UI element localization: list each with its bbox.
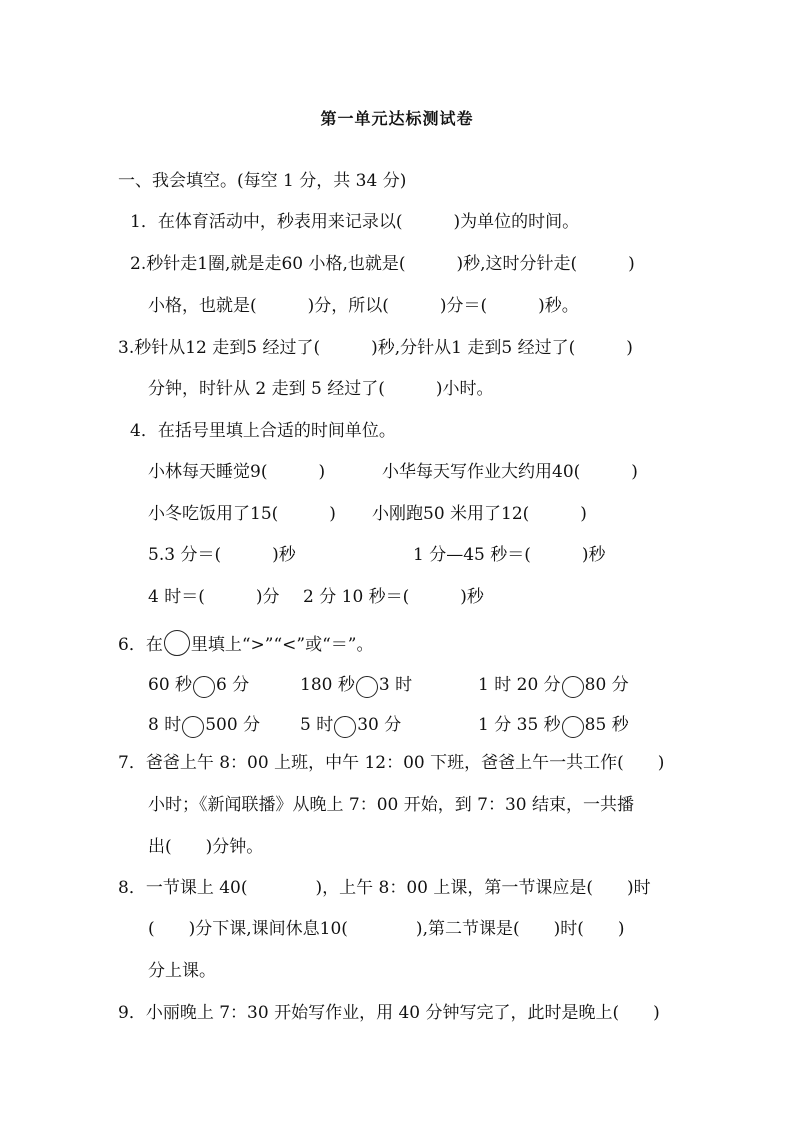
blank-circle[interactable] <box>356 676 378 698</box>
compare-right: 6 分 <box>216 675 250 695</box>
blank-circle[interactable] <box>334 716 356 738</box>
question-4-item: 2 分 10 秒＝( )秒 <box>303 587 484 607</box>
question-3-line-2: 分钟，时针从 2 走到 5 经过了( )小时。 <box>148 379 494 399</box>
compare-right: 500 分 <box>205 715 261 735</box>
question-4-stem: 4．在括号里填上合适的时间单位。 <box>130 421 396 441</box>
compare-item <box>148 714 260 738</box>
question-2-line-1: 2.秒针走1圈,就是走60 小格,也就是( )秒,这时分针走( ) <box>130 254 635 274</box>
question-7-line-3: 出( )分钟。 <box>148 837 264 857</box>
blank-circle[interactable] <box>562 716 584 738</box>
compare-left: 5 时 <box>300 715 334 735</box>
page-title: 第一单元达标测试卷 <box>320 109 474 128</box>
question-4-item: 小华每天写作业大约用40( ) <box>382 462 638 482</box>
compare-item <box>478 674 629 698</box>
question-4-item: 1 分—45 秒＝( )秒 <box>413 545 606 565</box>
compare-right: 3 时 <box>378 675 413 695</box>
compare-item <box>300 714 401 738</box>
compare-item <box>478 714 629 738</box>
question-6-stem-pre: 6．在 <box>118 635 163 655</box>
question-4-item: 小冬吃饭用了15( ) <box>148 504 336 524</box>
compare-left: 8 时 <box>148 715 182 735</box>
compare-item <box>300 674 412 698</box>
question-4-item: 5.3 分＝( )秒 <box>148 545 296 565</box>
compare-left: 1 分 35 秒 <box>478 715 561 735</box>
compare-right: 85 秒 <box>584 715 629 735</box>
question-7-line-2: 小时；《新闻联播》从晚上 7：00 开始，到 7：30 结束，一共播 <box>148 795 635 815</box>
compare-left: 60 秒 <box>148 675 193 695</box>
question-8-line-3: 分上课。 <box>148 961 216 981</box>
question-8-line-2: ( )分下课,课间休息10( ),第二节课是( )时( ) <box>148 919 625 939</box>
question-6-stem-post: 里填上“>”“<”或“＝”。 <box>190 635 374 655</box>
blank-circle[interactable] <box>193 676 215 698</box>
question-4-item: 小林每天睡觉9( ) <box>148 462 326 482</box>
compare-left: 180 秒 <box>300 675 355 695</box>
compare-right: 30 分 <box>357 715 402 735</box>
section-heading: 一、我会填空。(每空 1 分，共 34 分) <box>118 171 407 191</box>
question-2-line-2: 小格，也就是( )分，所以( )分＝( )秒。 <box>148 296 579 316</box>
compare-left: 1 时 20 分 <box>478 675 561 695</box>
blank-circle[interactable] <box>164 630 190 656</box>
compare-right: 80 分 <box>584 675 629 695</box>
question-4-item: 小刚跑50 米用了12( ) <box>372 504 587 524</box>
compare-item <box>148 674 249 698</box>
question-6-stem <box>118 630 373 656</box>
question-9-line-1: 9．小丽晚上 7：30 开始写作业，用 40 分钟写完了，此时是晚上( ) <box>118 1003 660 1023</box>
blank-circle[interactable] <box>182 716 204 738</box>
blank-circle[interactable] <box>562 676 584 698</box>
question-4-item: 4 时＝( )分 <box>148 587 280 607</box>
question-7-line-1: 7．爸爸上午 8：00 上班，中午 12：00 下班，爸爸上午一共工作( ) <box>118 753 665 773</box>
question-1: 1．在体育活动中，秒表用来记录以( )为单位的时间。 <box>130 212 580 232</box>
question-3-line-1: 3.秒针从12 走到5 经过了( )秒,分针从1 走到5 经过了( ) <box>118 338 633 358</box>
question-8-line-1: 8．一节课上 40( )，上午 8：00 上课，第一节课应是( )时 <box>118 878 651 898</box>
